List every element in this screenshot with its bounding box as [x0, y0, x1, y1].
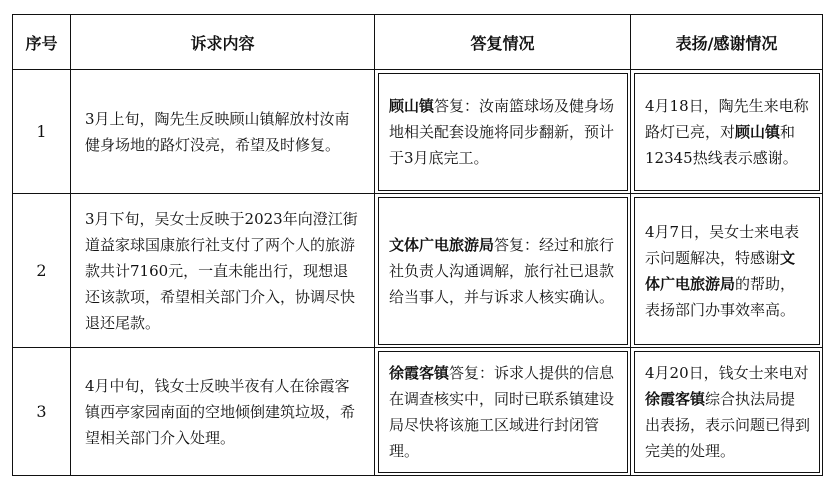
row-seq: 1 [13, 70, 71, 194]
row-praise [631, 348, 823, 476]
reply-text: 答复：诉求人提供的信息在调查核实中，同时已联系镇建设局尽快将该施工区域进行封闭管理。 [389, 363, 615, 460]
praise-text-pre: 4月7日，吴女士来电表示问题解决，特感谢 [645, 222, 800, 267]
header-reply: 答复情况 [375, 15, 631, 70]
complaint-table [12, 14, 823, 476]
table-row [13, 194, 823, 348]
row-complaint: 3月下旬，吴女士反映于2023年向澄江街道益家球国康旅行社支付了两个人的旅游款共计7160元，一直未能出行，现想退还该款项，希望相关部门介入，协调尽快退还尾款。 [71, 194, 375, 348]
table-row [13, 348, 823, 476]
row-reply [375, 194, 631, 348]
reply-text: 答复：汝南篮球场及健身场地相关配套设施将同步翻新，预计于3月底完工。 [389, 96, 615, 167]
row-reply [375, 70, 631, 194]
praise-text-pre: 4月18日，陶先生来电称路灯已亮，对 [645, 96, 809, 141]
row-praise [631, 70, 823, 194]
table-row [13, 70, 823, 194]
row-complaint: 4月中旬，钱女士反映半夜有人在徐霞客镇西亭家园南面的空地倾倒建筑垃圾，希望相关部门介入处理。 [71, 348, 375, 476]
reply-org: 顾山镇 [389, 96, 435, 115]
row-complaint: 3月上旬，陶先生反映顾山镇解放村汝南健身场地的路灯没亮，希望及时修复。 [71, 70, 375, 194]
row-reply [375, 348, 631, 476]
reply-org: 徐霞客镇 [389, 363, 450, 382]
praise-org: 文体广电旅游局 [645, 248, 796, 293]
row-seq: 2 [13, 194, 71, 348]
reply-org: 文体广电旅游局 [389, 235, 495, 254]
header-row [13, 15, 823, 70]
row-seq: 3 [13, 348, 71, 476]
header-praise: 表扬/感谢情况 [631, 15, 823, 70]
praise-text-pre: 4月20日，钱女士来电对 [645, 363, 809, 382]
praise-org: 徐霞客镇 [645, 389, 706, 408]
praise-org: 顾山镇 [735, 122, 781, 141]
praise-text-post: 综合执法局提出表扬，表示问题已得到完美的处理。 [645, 389, 811, 460]
praise-text-post: 和12345热线表示感谢。 [645, 122, 798, 167]
header-complaint: 诉求内容 [71, 15, 375, 70]
reply-text: 答复：经过和旅行社负责人沟通调解，旅行社已退款给当事人，并与诉求人核实确认。 [389, 235, 615, 306]
praise-text-post: 的帮助，表扬部门办事效率高。 [645, 274, 796, 319]
header-seq: 序号 [13, 15, 71, 70]
row-praise [631, 194, 823, 348]
